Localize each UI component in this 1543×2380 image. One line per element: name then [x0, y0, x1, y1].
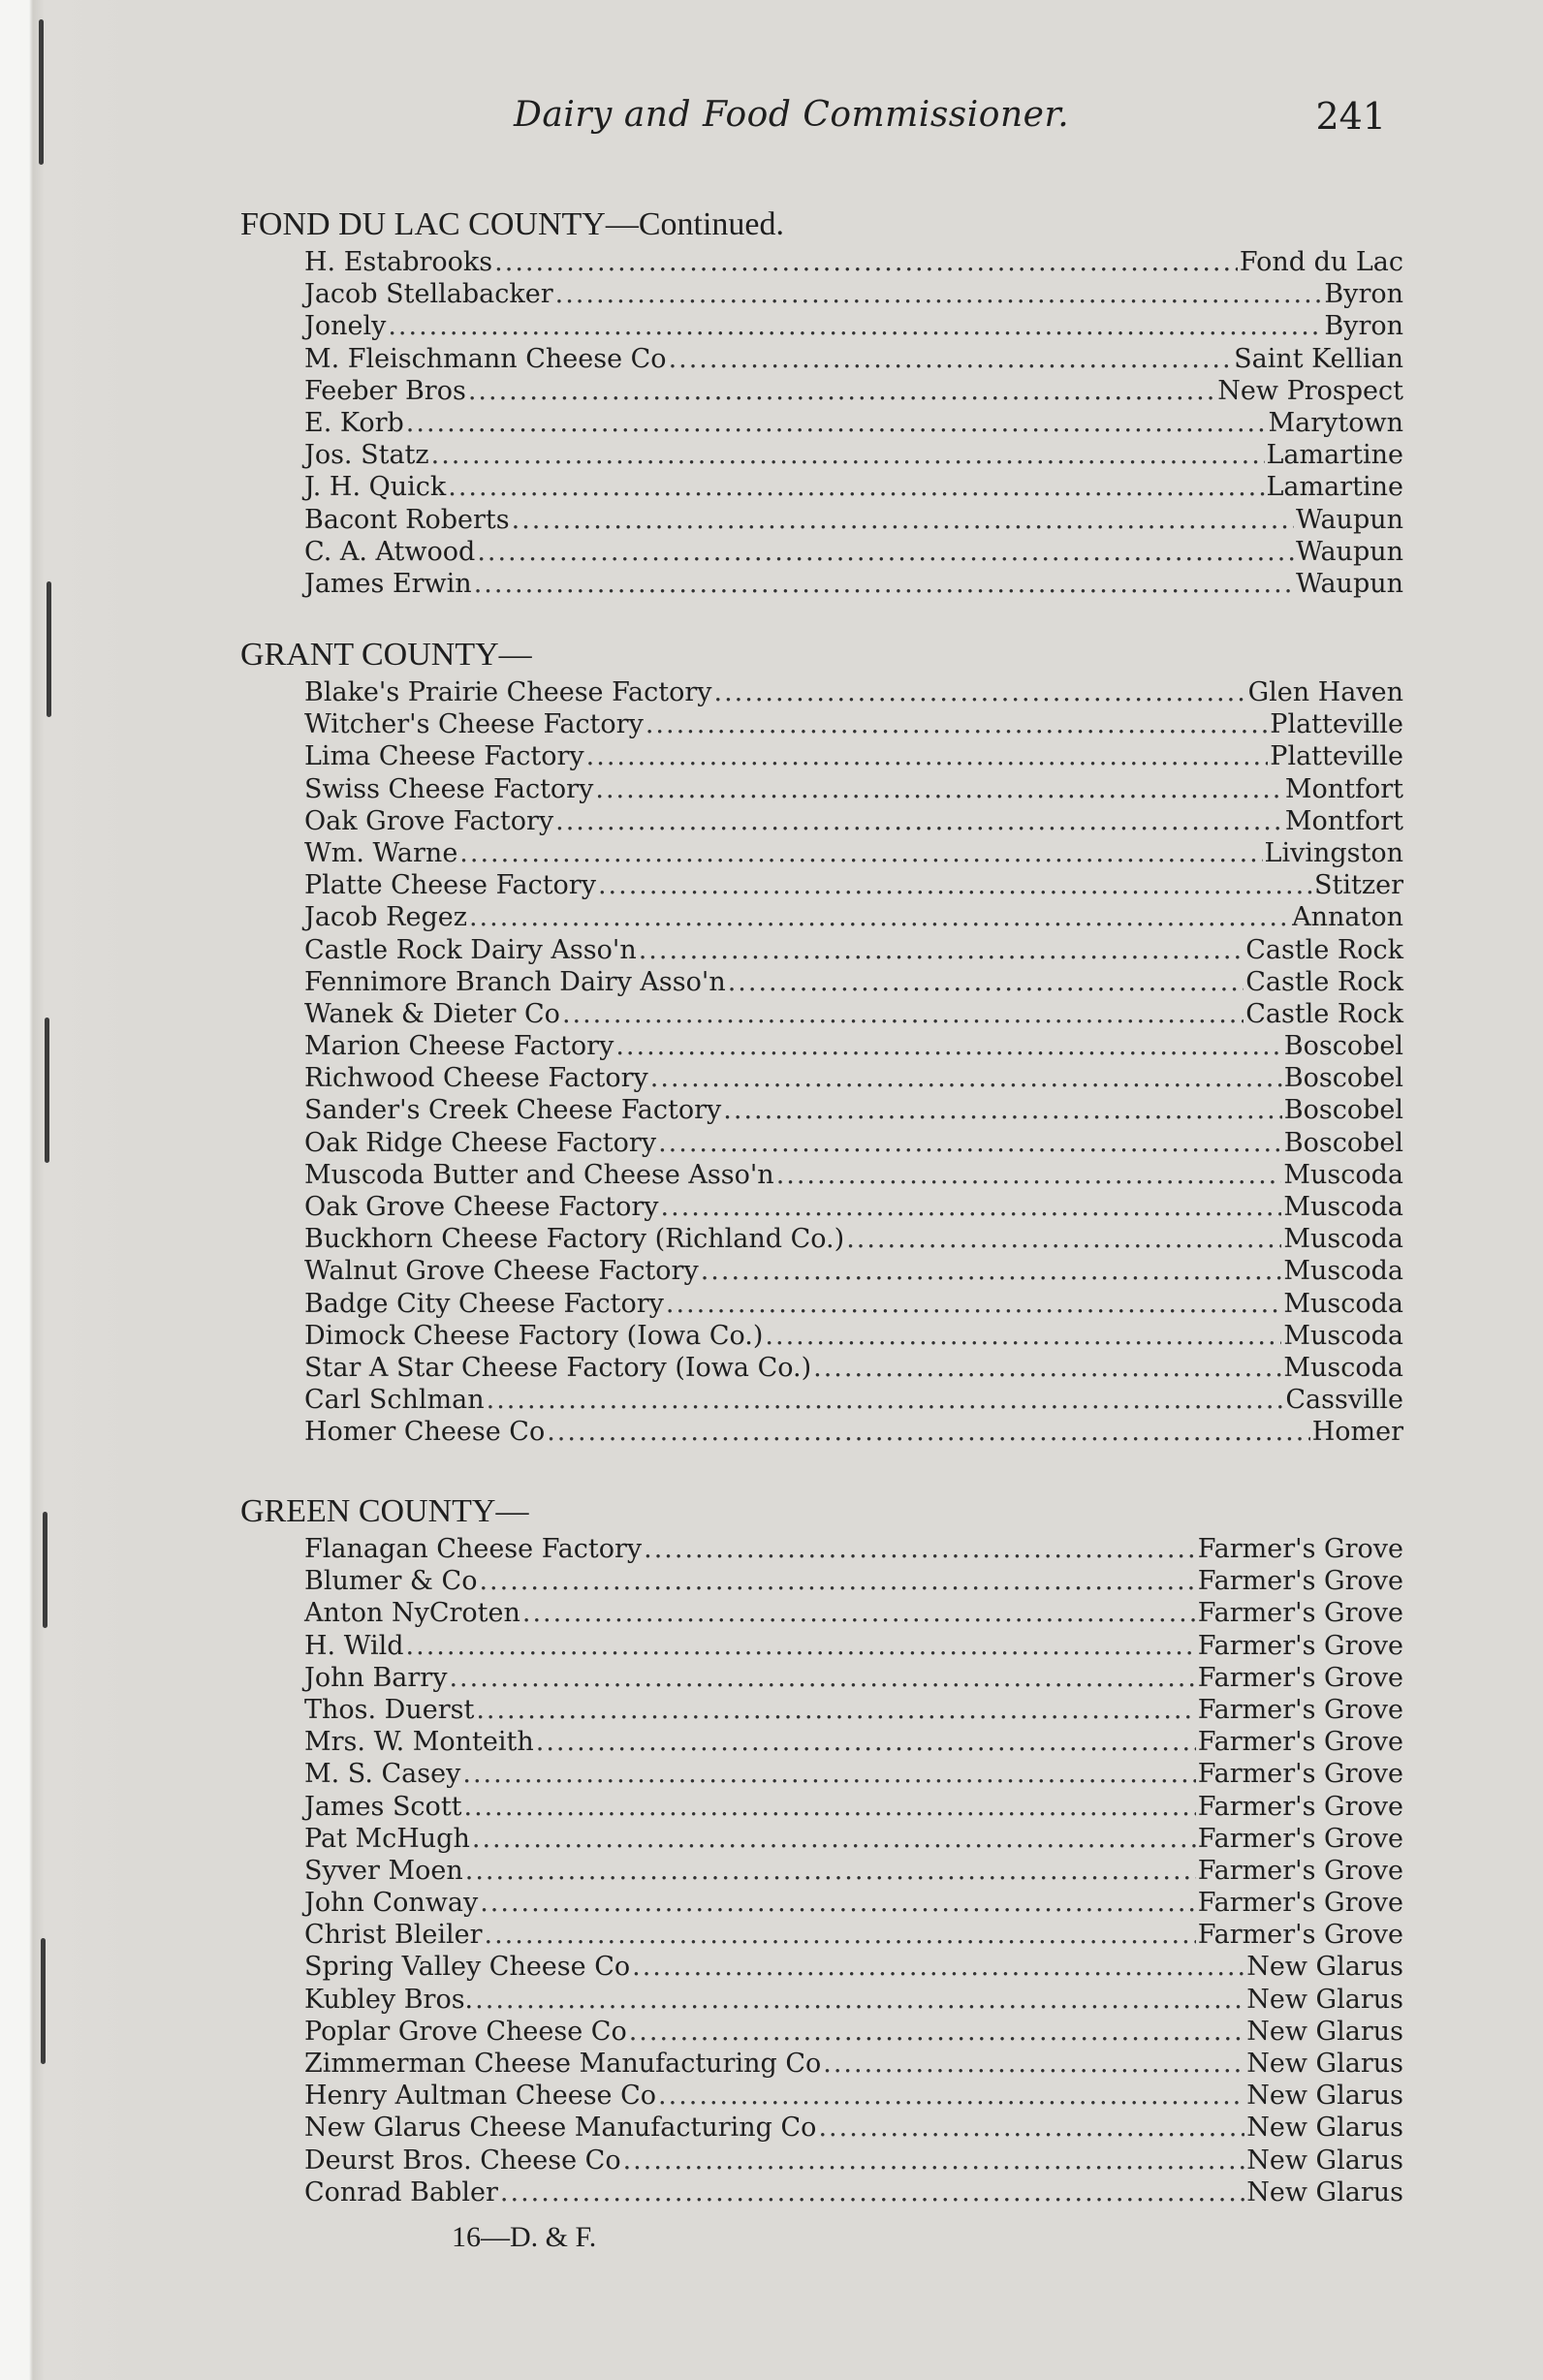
dot-leader	[723, 1094, 1281, 1126]
list-item	[240, 773, 1403, 805]
list-item	[240, 1416, 1403, 1448]
list-item	[240, 805, 1403, 837]
dot-leader	[813, 1352, 1281, 1384]
list-item	[240, 1384, 1403, 1416]
list-item	[240, 708, 1403, 740]
entry-name: Badge City Cheese Factory	[304, 1288, 664, 1319]
list-item	[240, 1094, 1403, 1126]
entry-name: Walnut Grove Cheese Factory	[304, 1256, 699, 1287]
dot-leader	[459, 837, 1262, 869]
dot-leader	[406, 407, 1267, 439]
entry-place: New Glarus	[1246, 2049, 1403, 2079]
dot-leader	[469, 901, 1290, 933]
entry-name: James Erwin	[304, 568, 472, 599]
list-item	[240, 1565, 1403, 1597]
list-item	[240, 1533, 1403, 1565]
entry-place: Muscoda	[1283, 1320, 1403, 1351]
entry-place: Farmer's Grove	[1197, 1791, 1403, 1822]
dot-leader	[512, 504, 1294, 536]
dot-leader	[555, 278, 1323, 310]
list-item	[240, 536, 1403, 568]
entry-place: Waupun	[1296, 568, 1403, 599]
dot-leader	[701, 1255, 1282, 1287]
dot-leader	[500, 2176, 1244, 2208]
list-item	[240, 676, 1403, 708]
dot-leader	[468, 375, 1215, 407]
list-item	[240, 1791, 1403, 1823]
entry-name: J. H. Quick	[304, 472, 447, 503]
entry-place: Homer	[1311, 1417, 1403, 1448]
list-item	[240, 504, 1403, 536]
list-item	[240, 1951, 1403, 1983]
entry-place: Platteville	[1270, 709, 1403, 740]
dot-leader	[474, 568, 1294, 600]
entry-place: Muscoda	[1283, 1352, 1403, 1383]
list-item	[240, 966, 1403, 998]
list-item	[240, 901, 1403, 933]
entry-place: Boscobel	[1283, 1031, 1403, 1062]
entry-place: Muscoda	[1283, 1224, 1403, 1255]
dot-leader	[658, 1127, 1282, 1159]
entry-place: Farmer's Grove	[1197, 1759, 1403, 1790]
entry-place: Farmer's Grove	[1197, 1630, 1403, 1661]
list-item	[240, 568, 1403, 600]
entry-name: James Scott	[304, 1791, 462, 1822]
list-item	[240, 740, 1403, 772]
entry-name: Zimmerman Cheese Manufacturing Co	[304, 2049, 822, 2079]
list-item	[240, 310, 1403, 342]
entry-name: Wanek & Dieter Co	[304, 998, 560, 1029]
list-item	[240, 1823, 1403, 1855]
entry-name: Carl Schlman	[304, 1385, 485, 1416]
list-item	[240, 2145, 1403, 2176]
county-section-green	[240, 1490, 1403, 2208]
list-item	[240, 934, 1403, 966]
entry-place: Farmer's Grove	[1197, 1855, 1403, 1886]
list-item	[240, 1919, 1403, 1951]
dot-leader	[494, 246, 1238, 278]
dot-leader	[661, 1191, 1282, 1223]
entry-name: H. Estabrooks	[304, 247, 493, 277]
entry-place: Boscobel	[1283, 1063, 1403, 1094]
entry-name: Conrad Babler	[304, 2176, 498, 2208]
dot-leader	[449, 1662, 1195, 1694]
dot-leader	[650, 1062, 1282, 1094]
dot-leader	[623, 2145, 1245, 2176]
entry-name: Anton NyCroten	[304, 1598, 520, 1629]
entry-name: Marion Cheese Factory	[304, 1031, 614, 1062]
entry-name: Wm. Warne	[304, 837, 458, 868]
running-title: Dairy and Food Commissioner.	[514, 95, 1070, 135]
dot-leader	[547, 1416, 1309, 1448]
entry-name: Deurst Bros. Cheese Co	[304, 2145, 621, 2176]
list-item	[240, 1984, 1403, 2016]
entry-name: Thos. Duerst	[304, 1694, 475, 1725]
entry-place: Montfort	[1284, 773, 1403, 804]
dot-leader	[522, 1597, 1196, 1629]
entry-name: Poplar Grove Cheese Co	[304, 2016, 627, 2047]
entry-place: Marytown	[1268, 407, 1403, 438]
entry-place: Waupun	[1296, 504, 1403, 535]
dot-leader	[480, 1887, 1196, 1919]
directory-list	[240, 246, 1403, 600]
entry-place: Farmer's Grove	[1197, 1727, 1403, 1758]
dot-leader	[646, 708, 1268, 740]
entry-name: Witcher's Cheese Factory	[304, 709, 644, 740]
entry-name: Homer Cheese Co	[304, 1417, 546, 1448]
list-item	[240, 375, 1403, 407]
entry-name: M. S. Casey	[304, 1759, 461, 1790]
list-item	[240, 1662, 1403, 1694]
entry-place: Platteville	[1270, 741, 1403, 772]
entry-place: Farmer's Grove	[1197, 1823, 1403, 1854]
dot-leader	[714, 676, 1246, 708]
entry-name: C. A. Atwood	[304, 536, 476, 567]
entry-name: John Barry	[304, 1662, 448, 1693]
entry-name: Swiss Cheese Factory	[304, 773, 594, 804]
entry-place: Boscobel	[1283, 1095, 1403, 1126]
entry-place: New Glarus	[1246, 2113, 1403, 2144]
list-item	[240, 2016, 1403, 2048]
entry-place: Byron	[1324, 311, 1403, 342]
entry-name: Blumer & Co	[304, 1566, 478, 1597]
entry-name: Syver Moen	[304, 1855, 463, 1886]
entry-name: Jos. Statz	[304, 440, 429, 471]
dot-leader	[776, 1159, 1282, 1191]
entry-place: New Prospect	[1217, 375, 1403, 406]
list-item	[240, 1726, 1403, 1758]
dot-leader	[818, 2112, 1244, 2144]
dot-leader	[431, 439, 1265, 471]
signature-mark: 16—D. & F.	[452, 2221, 597, 2253]
list-item	[240, 1630, 1403, 1662]
dot-leader	[598, 869, 1312, 901]
list-item	[240, 1159, 1403, 1191]
list-item	[240, 1062, 1403, 1094]
entry-name: Christ Bleiler	[304, 1920, 483, 1951]
entry-place: Muscoda	[1283, 1192, 1403, 1222]
entry-name: Feeber Bros	[304, 375, 466, 406]
dot-leader	[639, 934, 1244, 966]
list-item	[240, 837, 1403, 869]
entry-name: M. Fleischmann Cheese Co	[304, 343, 667, 374]
entry-name: Platte Cheese Factory	[304, 870, 596, 901]
dot-leader	[462, 1758, 1195, 1790]
dot-leader	[475, 1984, 1244, 2016]
entry-name: Spring Valley Cheese Co	[304, 1952, 631, 1983]
dot-leader	[728, 966, 1244, 998]
dot-leader	[666, 1288, 1281, 1320]
entry-place: New Glarus	[1246, 1984, 1403, 2015]
entry-name: Flanagan Cheese Factory	[304, 1534, 643, 1564]
entry-place: New Glarus	[1246, 2145, 1403, 2176]
list-item	[240, 1320, 1403, 1352]
entry-place: Farmer's Grove	[1197, 1534, 1403, 1564]
list-item	[240, 1887, 1403, 1919]
county-heading: FOND DU LAC COUNTY—Continued.	[240, 206, 784, 242]
entry-place: Castle Rock	[1245, 998, 1403, 1029]
list-item	[240, 2080, 1403, 2112]
dot-leader	[629, 2016, 1245, 2048]
dot-leader	[823, 2048, 1244, 2080]
entry-place: Castle Rock	[1245, 934, 1403, 965]
list-item	[240, 2112, 1403, 2144]
list-item	[240, 1223, 1403, 1255]
entry-place: Farmer's Grove	[1197, 1662, 1403, 1693]
entry-name: Mrs. W. Monteith	[304, 1727, 534, 1758]
dot-leader	[476, 1694, 1195, 1726]
county-section-fond-du-lac	[240, 204, 1403, 600]
page-header	[514, 95, 1386, 143]
entry-place: New Glarus	[1246, 2081, 1403, 2112]
entry-name: Lima Cheese Factory	[304, 741, 584, 772]
entry-place: Farmer's Grove	[1197, 1694, 1403, 1725]
list-item	[240, 1288, 1403, 1320]
dot-leader	[846, 1223, 1281, 1255]
entry-name: E. Korb	[304, 407, 404, 438]
list-item	[240, 1758, 1403, 1790]
entry-place: Muscoda	[1283, 1159, 1403, 1190]
entry-place: Farmer's Grove	[1197, 1888, 1403, 1919]
entry-place: Castle Rock	[1245, 966, 1403, 997]
dot-leader	[465, 1855, 1196, 1887]
dot-leader	[615, 1030, 1281, 1062]
entry-place: Farmer's Grove	[1197, 1598, 1403, 1629]
list-item	[240, 343, 1403, 375]
list-item	[240, 2176, 1403, 2208]
entry-name: Muscoda Butter and Cheese Asso'n	[304, 1159, 774, 1190]
entry-place: Fond du Lac	[1239, 247, 1403, 277]
list-item	[240, 439, 1403, 471]
list-item	[240, 2048, 1403, 2080]
entry-place: Farmer's Grove	[1197, 1920, 1403, 1951]
entry-name: Jacob Stellabacker	[304, 279, 553, 310]
dot-leader	[669, 343, 1233, 375]
entry-name: Oak Grove Factory	[304, 805, 554, 836]
list-item	[240, 1127, 1403, 1159]
list-item	[240, 1255, 1403, 1287]
list-item	[240, 471, 1403, 503]
list-item	[240, 407, 1403, 439]
entry-place: Cassville	[1285, 1385, 1403, 1416]
dot-leader	[388, 310, 1322, 342]
entry-place: Annaton	[1292, 902, 1403, 933]
entry-place: New Glarus	[1246, 1952, 1403, 1983]
county-section-grant	[240, 634, 1403, 1449]
dot-leader	[448, 471, 1264, 503]
dot-leader	[658, 2080, 1244, 2112]
list-item	[240, 869, 1403, 901]
entry-place: Farmer's Grove	[1197, 1566, 1403, 1597]
list-item	[240, 1855, 1403, 1887]
entry-place: Lamartine	[1266, 440, 1403, 471]
list-item	[240, 998, 1403, 1030]
entry-name: Kubley Bros.	[304, 1984, 474, 2015]
entry-place: Stitzer	[1314, 870, 1403, 901]
entry-place: Montfort	[1284, 805, 1403, 836]
dot-leader	[586, 740, 1269, 772]
entry-place: Muscoda	[1283, 1256, 1403, 1287]
entry-place: New Glarus	[1246, 2016, 1403, 2047]
directory-list	[240, 1533, 1403, 2208]
county-heading: GREEN COUNTY—	[240, 1493, 529, 1529]
dot-leader	[632, 1951, 1244, 1983]
entry-name: Castle Rock Dairy Asso'n	[304, 934, 637, 965]
dot-leader	[595, 773, 1282, 805]
entry-place: Boscobel	[1283, 1127, 1403, 1158]
dot-leader	[472, 1823, 1196, 1855]
list-item	[240, 1191, 1403, 1223]
entry-name: Fennimore Branch Dairy Asso'n	[304, 966, 726, 997]
dot-leader	[562, 998, 1244, 1030]
dot-leader	[406, 1630, 1196, 1662]
list-item	[240, 1030, 1403, 1062]
entry-place: Lamartine	[1266, 472, 1403, 503]
directory-list	[240, 676, 1403, 1449]
entry-name: Dimock Cheese Factory (Iowa Co.)	[304, 1320, 764, 1351]
list-item	[240, 278, 1403, 310]
dot-leader	[485, 1919, 1196, 1951]
entry-name: Blake's Prairie Cheese Factory	[304, 677, 712, 707]
entry-name: Sander's Creek Cheese Factory	[304, 1095, 722, 1126]
entry-name: Jonely	[304, 311, 387, 342]
entry-name: Bacont Roberts	[304, 504, 510, 535]
entry-name: H. Wild	[304, 1630, 404, 1661]
entry-place: Byron	[1324, 279, 1403, 310]
list-item	[240, 1597, 1403, 1629]
entry-place: Livingston	[1264, 837, 1403, 868]
entry-name: Buckhorn Cheese Factory (Richland Co.)	[304, 1224, 845, 1255]
entry-name: Oak Grove Cheese Factory	[304, 1192, 659, 1222]
dot-leader	[536, 1726, 1196, 1758]
entry-name: Richwood Cheese Factory	[304, 1063, 648, 1094]
dot-leader	[464, 1791, 1196, 1823]
entry-place: New Glarus	[1246, 2176, 1403, 2208]
list-item	[240, 1352, 1403, 1384]
entry-place: Waupun	[1296, 536, 1403, 567]
entry-name: John Conway	[304, 1888, 479, 1919]
list-item	[240, 1694, 1403, 1726]
entry-name: New Glarus Cheese Manufacturing Co	[304, 2113, 817, 2144]
entry-place: Muscoda	[1283, 1288, 1403, 1319]
dot-leader	[477, 536, 1294, 568]
entry-name: Henry Aultman Cheese Co	[304, 2081, 657, 2112]
entry-name: Pat McHugh	[304, 1823, 470, 1854]
entry-name: Oak Ridge Cheese Factory	[304, 1127, 657, 1158]
page-number: 241	[1315, 95, 1386, 138]
dot-leader	[555, 805, 1283, 837]
entry-name: Star A Star Cheese Factory (Iowa Co.)	[304, 1352, 812, 1383]
entry-place: Glen Haven	[1247, 677, 1403, 707]
dot-leader	[487, 1384, 1284, 1416]
dot-leader	[479, 1565, 1195, 1597]
dot-leader	[644, 1533, 1196, 1565]
entry-name: Jacob Regez	[304, 902, 467, 933]
entry-place: Saint Kellian	[1234, 343, 1403, 374]
dot-leader	[765, 1320, 1281, 1352]
list-item	[240, 246, 1403, 278]
county-heading: GRANT COUNTY—	[240, 637, 532, 673]
